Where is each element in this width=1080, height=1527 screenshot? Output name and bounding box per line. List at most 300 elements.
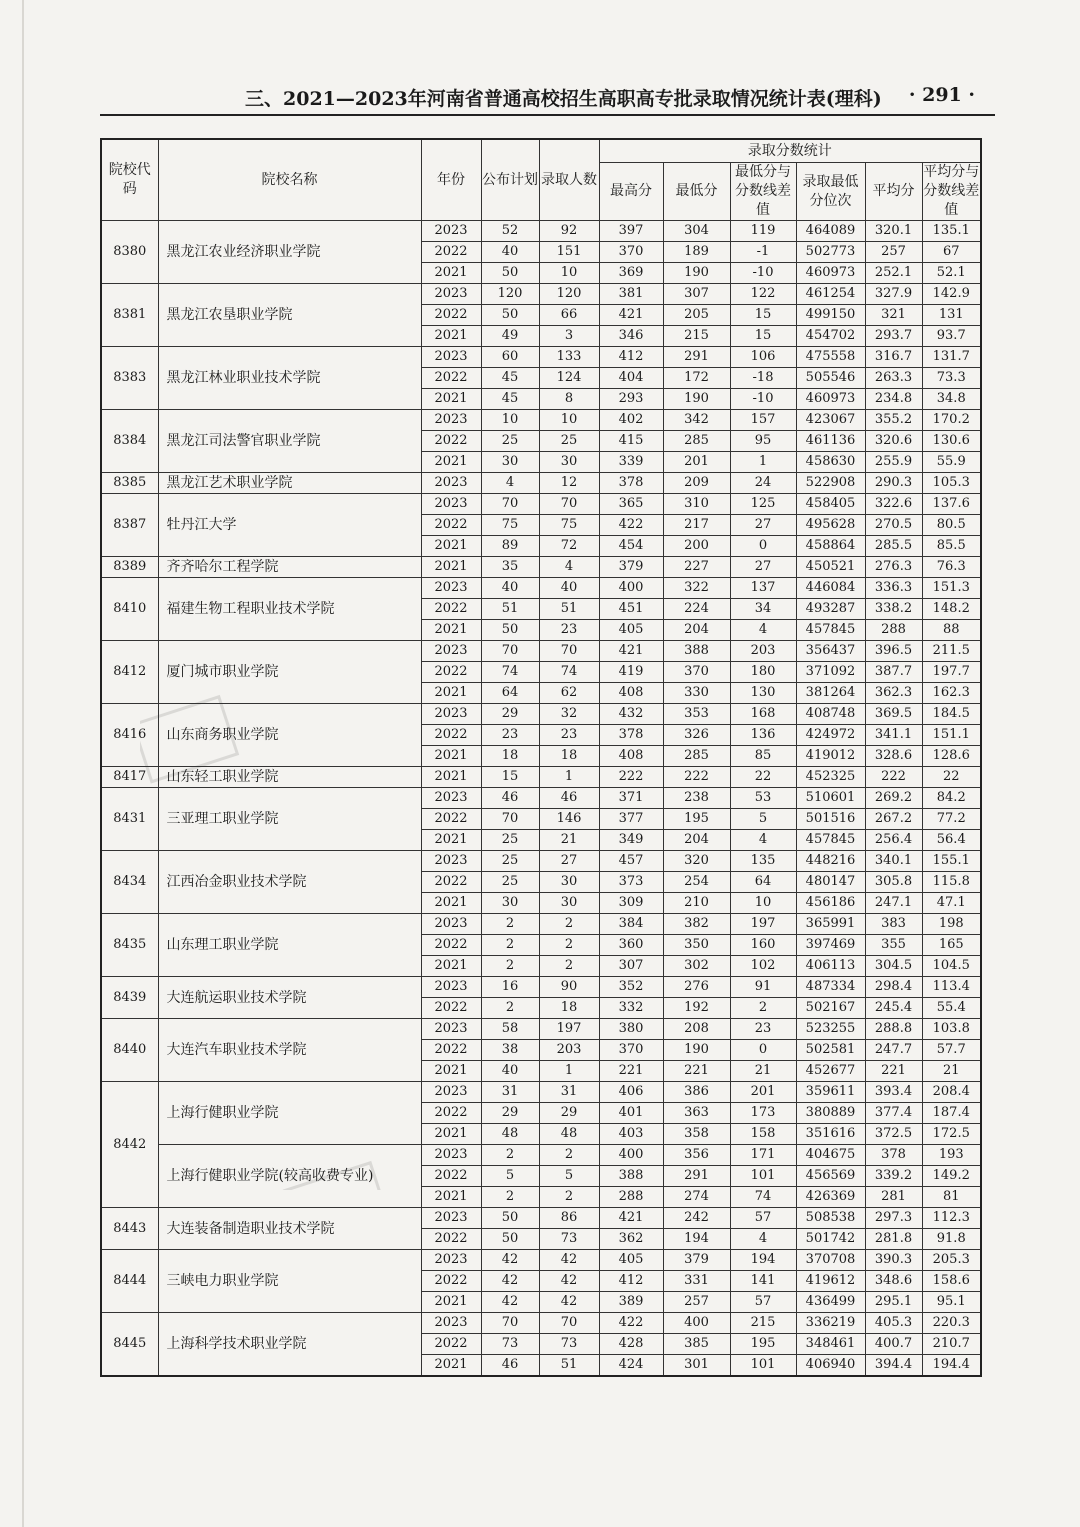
cell-avg-diff: 151.1 xyxy=(922,725,981,746)
cell-min-rank: 419612 xyxy=(796,1271,865,1292)
admission-table xyxy=(100,138,982,1377)
cell-max-score: 404 xyxy=(599,368,663,389)
cell-year: 2021 xyxy=(421,1061,481,1082)
school-name: 上海行健职业学院 xyxy=(158,1082,421,1145)
col-header-min-rank: 录取最低分位次 xyxy=(796,163,865,221)
cell-min-diff: 2 xyxy=(730,998,796,1019)
cell-avg-score: 396.5 xyxy=(865,641,922,662)
cell-min-rank: 495628 xyxy=(796,515,865,536)
cell-admitted: 42 xyxy=(539,1250,599,1271)
cell-avg-diff: 170.2 xyxy=(922,410,981,431)
cell-plan: 29 xyxy=(481,704,539,725)
admission-table-body xyxy=(101,221,981,1377)
cell-avg-diff: 135.1 xyxy=(922,221,981,242)
school-code: 8410 xyxy=(101,578,158,641)
cell-max-score: 400 xyxy=(599,1145,663,1166)
cell-min-diff: 157 xyxy=(730,410,796,431)
cell-avg-score: 221 xyxy=(865,1061,922,1082)
cell-max-score: 419 xyxy=(599,662,663,683)
cell-min-diff: 23 xyxy=(730,1019,796,1040)
cell-min-diff: 197 xyxy=(730,914,796,935)
cell-min-score: 350 xyxy=(663,935,730,956)
cell-avg-diff: 67 xyxy=(922,242,981,263)
school-code: 8445 xyxy=(101,1313,158,1377)
cell-avg-diff: 113.4 xyxy=(922,977,981,998)
cell-avg-score: 288 xyxy=(865,620,922,641)
cell-min-score: 254 xyxy=(663,872,730,893)
cell-avg-score: 387.7 xyxy=(865,662,922,683)
cell-max-score: 370 xyxy=(599,1040,663,1061)
cell-min-score: 301 xyxy=(663,1355,730,1377)
cell-min-diff: 101 xyxy=(730,1355,796,1377)
cell-admitted: 86 xyxy=(539,1208,599,1229)
cell-plan: 35 xyxy=(481,557,539,578)
cell-min-diff: -10 xyxy=(730,263,796,284)
cell-avg-score: 377.4 xyxy=(865,1103,922,1124)
cell-year: 2022 xyxy=(421,725,481,746)
cell-plan: 45 xyxy=(481,389,539,410)
cell-admitted: 197 xyxy=(539,1019,599,1040)
cell-admitted: 151 xyxy=(539,242,599,263)
cell-year: 2023 xyxy=(421,221,481,242)
cell-min-diff: 4 xyxy=(730,620,796,641)
cell-admitted: 72 xyxy=(539,536,599,557)
cell-min-score: 195 xyxy=(663,809,730,830)
cell-min-rank: 452325 xyxy=(796,767,865,788)
cell-year: 2023 xyxy=(421,578,481,599)
cell-min-rank: 365991 xyxy=(796,914,865,935)
page-header xyxy=(100,84,995,116)
cell-admitted: 2 xyxy=(539,914,599,935)
cell-avg-score: 383 xyxy=(865,914,922,935)
school-code: 8443 xyxy=(101,1208,158,1250)
table-row xyxy=(101,494,981,515)
cell-plan: 51 xyxy=(481,599,539,620)
cell-min-rank: 461254 xyxy=(796,284,865,305)
cell-min-score: 370 xyxy=(663,662,730,683)
cell-min-rank: 523255 xyxy=(796,1019,865,1040)
cell-avg-score: 394.4 xyxy=(865,1355,922,1377)
cell-min-diff: 4 xyxy=(730,830,796,851)
col-header-min-diff: 最低分与分数线差值 xyxy=(730,163,796,221)
cell-max-score: 307 xyxy=(599,956,663,977)
cell-max-score: 428 xyxy=(599,1334,663,1355)
cell-avg-diff: 162.3 xyxy=(922,683,981,704)
cell-min-score: 208 xyxy=(663,1019,730,1040)
cell-min-rank: 359611 xyxy=(796,1082,865,1103)
school-code: 8431 xyxy=(101,788,158,851)
cell-avg-score: 281.8 xyxy=(865,1229,922,1250)
cell-admitted: 27 xyxy=(539,851,599,872)
cell-min-score: 190 xyxy=(663,389,730,410)
cell-min-score: 210 xyxy=(663,893,730,914)
cell-year: 2023 xyxy=(421,1313,481,1334)
cell-year: 2021 xyxy=(421,1187,481,1208)
cell-avg-score: 348.6 xyxy=(865,1271,922,1292)
school-code: 8384 xyxy=(101,410,158,473)
cell-plan: 50 xyxy=(481,1208,539,1229)
cell-admitted: 51 xyxy=(539,1355,599,1377)
cell-min-score: 205 xyxy=(663,305,730,326)
school-name: 齐齐哈尔工程学院 xyxy=(158,557,421,578)
cell-year: 2023 xyxy=(421,1145,481,1166)
cell-plan: 25 xyxy=(481,851,539,872)
col-header-code: 院校代码 xyxy=(101,139,158,221)
cell-min-score: 194 xyxy=(663,1229,730,1250)
cell-min-diff: 85 xyxy=(730,746,796,767)
cell-min-score: 302 xyxy=(663,956,730,977)
cell-max-score: 371 xyxy=(599,788,663,809)
school-name: 山东轻工职业学院 xyxy=(158,767,421,788)
table-row xyxy=(101,1019,981,1040)
cell-year: 2023 xyxy=(421,473,481,494)
cell-avg-diff: 165 xyxy=(922,935,981,956)
cell-min-diff: 34 xyxy=(730,599,796,620)
cell-year: 2021 xyxy=(421,389,481,410)
table-row xyxy=(101,1082,981,1103)
cell-avg-diff: 211.5 xyxy=(922,641,981,662)
cell-max-score: 370 xyxy=(599,242,663,263)
cell-year: 2022 xyxy=(421,998,481,1019)
cell-min-diff: 168 xyxy=(730,704,796,725)
cell-plan: 30 xyxy=(481,452,539,473)
cell-avg-diff: 115.8 xyxy=(922,872,981,893)
cell-avg-score: 269.2 xyxy=(865,788,922,809)
cell-min-score: 310 xyxy=(663,494,730,515)
cell-min-score: 201 xyxy=(663,452,730,473)
school-name: 黑龙江农垦职业学院 xyxy=(158,284,421,347)
school-name: 厦门城市职业学院 xyxy=(158,641,421,704)
cell-max-score: 405 xyxy=(599,1250,663,1271)
cell-min-diff: 57 xyxy=(730,1292,796,1313)
cell-min-rank: 348461 xyxy=(796,1334,865,1355)
cell-avg-diff: 21 xyxy=(922,1061,981,1082)
cell-min-score: 276 xyxy=(663,977,730,998)
cell-avg-diff: 93.7 xyxy=(922,326,981,347)
cell-min-score: 172 xyxy=(663,368,730,389)
cell-plan: 42 xyxy=(481,1292,539,1313)
cell-avg-diff: 95.1 xyxy=(922,1292,981,1313)
cell-min-rank: 480147 xyxy=(796,872,865,893)
cell-avg-score: 328.6 xyxy=(865,746,922,767)
cell-max-score: 421 xyxy=(599,305,663,326)
school-code: 8444 xyxy=(101,1250,158,1313)
cell-min-score: 204 xyxy=(663,830,730,851)
cell-year: 2023 xyxy=(421,347,481,368)
cell-avg-score: 339.2 xyxy=(865,1166,922,1187)
cell-min-diff: 137 xyxy=(730,578,796,599)
cell-avg-score: 355.2 xyxy=(865,410,922,431)
cell-plan: 46 xyxy=(481,1355,539,1377)
cell-admitted: 18 xyxy=(539,998,599,1019)
cell-min-diff: 160 xyxy=(730,935,796,956)
cell-avg-score: 293.7 xyxy=(865,326,922,347)
cell-plan: 42 xyxy=(481,1250,539,1271)
cell-min-diff: 158 xyxy=(730,1124,796,1145)
cell-min-score: 215 xyxy=(663,326,730,347)
cell-year: 2021 xyxy=(421,1292,481,1313)
cell-min-rank: 356437 xyxy=(796,641,865,662)
cell-max-score: 457 xyxy=(599,851,663,872)
cell-avg-diff: 184.5 xyxy=(922,704,981,725)
cell-plan: 2 xyxy=(481,935,539,956)
table-row xyxy=(101,473,981,494)
school-name: 牡丹江大学 xyxy=(158,494,421,557)
cell-min-score: 222 xyxy=(663,767,730,788)
cell-min-diff: 0 xyxy=(730,536,796,557)
cell-year: 2021 xyxy=(421,956,481,977)
cell-min-rank: 502773 xyxy=(796,242,865,263)
cell-admitted: 12 xyxy=(539,473,599,494)
cell-year: 2021 xyxy=(421,620,481,641)
cell-year: 2023 xyxy=(421,704,481,725)
cell-min-diff: 215 xyxy=(730,1313,796,1334)
cell-avg-diff: 104.5 xyxy=(922,956,981,977)
cell-avg-score: 281 xyxy=(865,1187,922,1208)
cell-plan: 16 xyxy=(481,977,539,998)
cell-min-score: 382 xyxy=(663,914,730,935)
cell-max-score: 362 xyxy=(599,1229,663,1250)
school-name: 福建生物工程职业技术学院 xyxy=(158,578,421,641)
cell-avg-score: 369.5 xyxy=(865,704,922,725)
cell-max-score: 369 xyxy=(599,263,663,284)
cell-min-diff: 57 xyxy=(730,1208,796,1229)
cell-min-rank: 475558 xyxy=(796,347,865,368)
table-row xyxy=(101,641,981,662)
cell-avg-score: 257 xyxy=(865,242,922,263)
cell-max-score: 309 xyxy=(599,893,663,914)
cell-min-diff: 130 xyxy=(730,683,796,704)
cell-min-diff: 27 xyxy=(730,557,796,578)
cell-year: 2021 xyxy=(421,263,481,284)
cell-max-score: 360 xyxy=(599,935,663,956)
cell-min-score: 304 xyxy=(663,221,730,242)
col-header-year: 年份 xyxy=(421,139,481,221)
cell-min-diff: 22 xyxy=(730,767,796,788)
cell-year: 2021 xyxy=(421,452,481,473)
cell-max-score: 373 xyxy=(599,872,663,893)
cell-min-score: 257 xyxy=(663,1292,730,1313)
cell-plan: 29 xyxy=(481,1103,539,1124)
cell-min-rank: 457845 xyxy=(796,620,865,641)
cell-admitted: 1 xyxy=(539,1061,599,1082)
cell-min-score: 400 xyxy=(663,1313,730,1334)
cell-max-score: 380 xyxy=(599,1019,663,1040)
school-code: 8387 xyxy=(101,494,158,557)
col-header-plan: 公布计划 xyxy=(481,139,539,221)
school-name: 大连装备制造职业技术学院 xyxy=(158,1208,421,1250)
cell-min-diff: -1 xyxy=(730,242,796,263)
cell-admitted: 3 xyxy=(539,326,599,347)
cell-min-rank: 371092 xyxy=(796,662,865,683)
table-row xyxy=(101,1145,981,1166)
school-name: 上海科学技术职业学院 xyxy=(158,1313,421,1377)
cell-min-rank: 510601 xyxy=(796,788,865,809)
school-code: 8385 xyxy=(101,473,158,494)
cell-plan: 45 xyxy=(481,368,539,389)
cell-plan: 18 xyxy=(481,746,539,767)
cell-min-diff: 173 xyxy=(730,1103,796,1124)
cell-avg-score: 247.7 xyxy=(865,1040,922,1061)
cell-max-score: 422 xyxy=(599,1313,663,1334)
cell-plan: 75 xyxy=(481,515,539,536)
col-header-stats-group: 录取分数统计 xyxy=(599,139,981,163)
cell-max-score: 432 xyxy=(599,704,663,725)
cell-avg-diff: 131 xyxy=(922,305,981,326)
cell-min-score: 291 xyxy=(663,1166,730,1187)
page-title: 三、2021—2023年河南省普通高校招生高职高专批录取情况统计表(理科) xyxy=(245,88,882,110)
cell-year: 2023 xyxy=(421,977,481,998)
cell-min-diff: -18 xyxy=(730,368,796,389)
cell-min-score: 221 xyxy=(663,1061,730,1082)
cell-avg-diff: 80.5 xyxy=(922,515,981,536)
cell-avg-score: 222 xyxy=(865,767,922,788)
cell-year: 2021 xyxy=(421,326,481,347)
cell-avg-score: 400.7 xyxy=(865,1334,922,1355)
cell-min-rank: 458630 xyxy=(796,452,865,473)
cell-avg-score: 372.5 xyxy=(865,1124,922,1145)
cell-min-diff: 180 xyxy=(730,662,796,683)
cell-max-score: 402 xyxy=(599,410,663,431)
cell-admitted: 74 xyxy=(539,662,599,683)
col-header-admitted: 录取人数 xyxy=(539,139,599,221)
cell-min-rank: 448216 xyxy=(796,851,865,872)
cell-plan: 50 xyxy=(481,263,539,284)
cell-max-score: 379 xyxy=(599,557,663,578)
cell-avg-score: 362.3 xyxy=(865,683,922,704)
cell-plan: 52 xyxy=(481,221,539,242)
cell-year: 2022 xyxy=(421,1229,481,1250)
cell-year: 2021 xyxy=(421,893,481,914)
col-header-min: 最低分 xyxy=(663,163,730,221)
school-code: 8412 xyxy=(101,641,158,704)
cell-plan: 2 xyxy=(481,1187,539,1208)
cell-avg-score: 322.6 xyxy=(865,494,922,515)
cell-plan: 89 xyxy=(481,536,539,557)
cell-max-score: 384 xyxy=(599,914,663,935)
cell-max-score: 406 xyxy=(599,1082,663,1103)
cell-admitted: 30 xyxy=(539,872,599,893)
cell-max-score: 349 xyxy=(599,830,663,851)
cell-plan: 31 xyxy=(481,1082,539,1103)
cell-year: 2021 xyxy=(421,1355,481,1377)
cell-min-score: 227 xyxy=(663,557,730,578)
school-name: 黑龙江林业职业技术学院 xyxy=(158,347,421,410)
cell-admitted: 10 xyxy=(539,263,599,284)
cell-min-rank: 380889 xyxy=(796,1103,865,1124)
cell-min-rank: 456186 xyxy=(796,893,865,914)
cell-min-diff: 15 xyxy=(730,305,796,326)
table-row xyxy=(101,1250,981,1271)
cell-admitted: 40 xyxy=(539,578,599,599)
cell-min-rank: 458864 xyxy=(796,536,865,557)
cell-year: 2021 xyxy=(421,683,481,704)
cell-min-diff: 0 xyxy=(730,1040,796,1061)
cell-avg-diff: 210.7 xyxy=(922,1334,981,1355)
cell-avg-score: 256.4 xyxy=(865,830,922,851)
cell-min-score: 307 xyxy=(663,284,730,305)
cell-min-score: 242 xyxy=(663,1208,730,1229)
cell-plan: 120 xyxy=(481,284,539,305)
cell-max-score: 377 xyxy=(599,809,663,830)
cell-min-rank: 460973 xyxy=(796,389,865,410)
table-row xyxy=(101,1208,981,1229)
cell-plan: 50 xyxy=(481,620,539,641)
cell-plan: 5 xyxy=(481,1166,539,1187)
cell-min-diff: 119 xyxy=(730,221,796,242)
cell-admitted: 5 xyxy=(539,1166,599,1187)
cell-admitted: 8 xyxy=(539,389,599,410)
cell-avg-diff: 208.4 xyxy=(922,1082,981,1103)
cell-avg-score: 304.5 xyxy=(865,956,922,977)
table-row xyxy=(101,767,981,788)
cell-avg-score: 290.3 xyxy=(865,473,922,494)
cell-min-rank: 397469 xyxy=(796,935,865,956)
cell-avg-score: 321 xyxy=(865,305,922,326)
cell-plan: 40 xyxy=(481,242,539,263)
cell-avg-diff: 128.6 xyxy=(922,746,981,767)
cell-admitted: 73 xyxy=(539,1229,599,1250)
cell-min-diff: 125 xyxy=(730,494,796,515)
school-name: 三峡电力职业学院 xyxy=(158,1250,421,1313)
cell-max-score: 365 xyxy=(599,494,663,515)
cell-min-rank: 454702 xyxy=(796,326,865,347)
table-row xyxy=(101,977,981,998)
cell-avg-diff: 105.3 xyxy=(922,473,981,494)
cell-min-diff: 1 xyxy=(730,452,796,473)
cell-max-score: 400 xyxy=(599,578,663,599)
cell-min-diff: 91 xyxy=(730,977,796,998)
cell-plan: 4 xyxy=(481,473,539,494)
cell-min-score: 189 xyxy=(663,242,730,263)
cell-admitted: 29 xyxy=(539,1103,599,1124)
cell-min-diff: 203 xyxy=(730,641,796,662)
cell-min-diff: 4 xyxy=(730,1229,796,1250)
cell-avg-score: 285.5 xyxy=(865,536,922,557)
cell-admitted: 1 xyxy=(539,767,599,788)
cell-min-diff: 106 xyxy=(730,347,796,368)
cell-min-rank: 381264 xyxy=(796,683,865,704)
cell-year: 2021 xyxy=(421,767,481,788)
page-number: · 291 · xyxy=(908,84,975,106)
cell-year: 2021 xyxy=(421,536,481,557)
cell-plan: 70 xyxy=(481,1313,539,1334)
cell-year: 2022 xyxy=(421,1334,481,1355)
cell-admitted: 30 xyxy=(539,452,599,473)
cell-min-rank: 461136 xyxy=(796,431,865,452)
cell-avg-score: 320.6 xyxy=(865,431,922,452)
cell-min-rank: 370708 xyxy=(796,1250,865,1271)
cell-min-score: 224 xyxy=(663,599,730,620)
cell-avg-diff: 34.8 xyxy=(922,389,981,410)
cell-avg-diff: 131.7 xyxy=(922,347,981,368)
cell-min-diff: 122 xyxy=(730,284,796,305)
cell-year: 2023 xyxy=(421,1250,481,1271)
cell-plan: 40 xyxy=(481,1061,539,1082)
cell-year: 2023 xyxy=(421,641,481,662)
cell-avg-score: 288.8 xyxy=(865,1019,922,1040)
table-row xyxy=(101,410,981,431)
cell-avg-score: 336.3 xyxy=(865,578,922,599)
cell-min-score: 353 xyxy=(663,704,730,725)
cell-avg-diff: 84.2 xyxy=(922,788,981,809)
cell-min-score: 322 xyxy=(663,578,730,599)
cell-year: 2023 xyxy=(421,494,481,515)
cell-admitted: 30 xyxy=(539,893,599,914)
table-row xyxy=(101,1313,981,1334)
cell-year: 2021 xyxy=(421,1124,481,1145)
cell-avg-diff: 142.9 xyxy=(922,284,981,305)
